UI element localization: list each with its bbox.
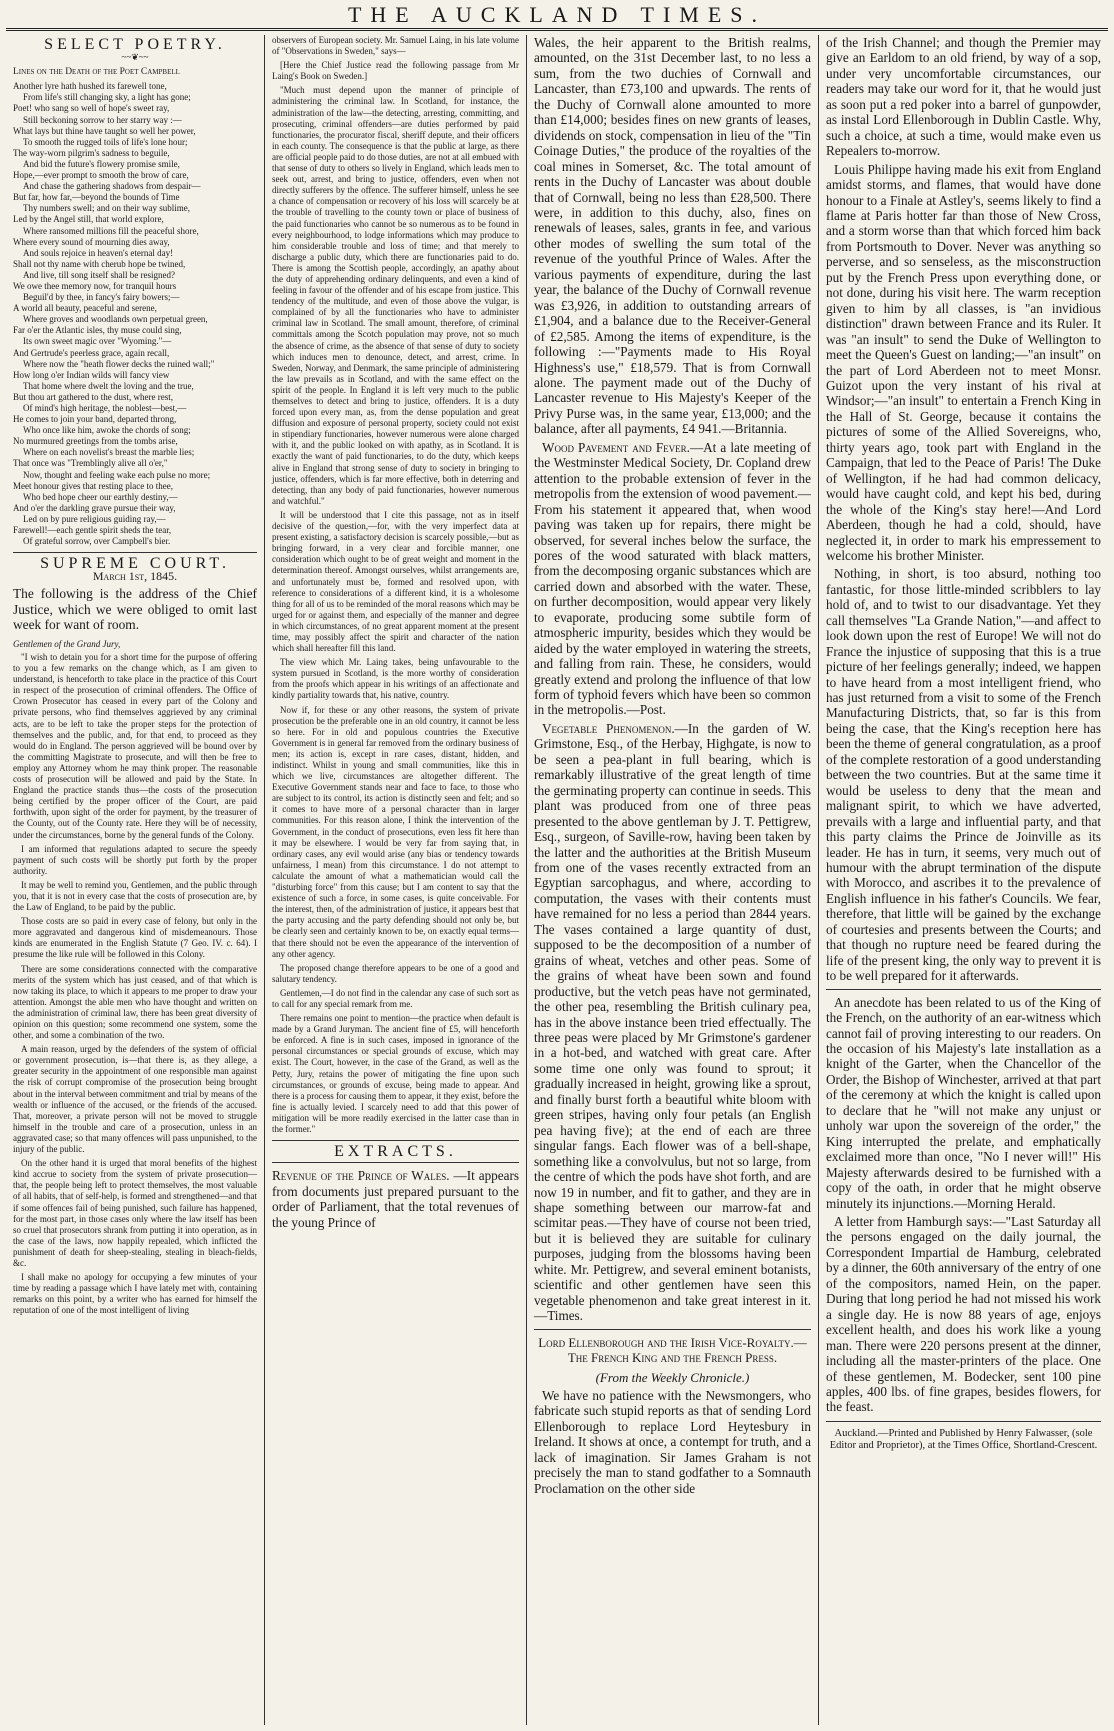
ornament-icon: ~~❦~~ xyxy=(121,52,149,63)
section-divider xyxy=(826,989,1101,990)
ellenborough-source: (From the Weekly Chronicle.) xyxy=(595,1369,750,1385)
extracts-heading: EXTRACTS. xyxy=(334,1143,457,1161)
article-paragraph: There are some considerations connected with the comparative merits of the system which has just ceased, and of that which is now taking its place, to which it appears to me proper to draw your attention. Amongst the able men who have thought and written on the administration of criminal law, there has been great diversity of opinion on this question; some recommend one system, some the other, and some a combination of the two. xyxy=(13,963,257,1041)
poem-line: Led by the Angel still, that world explore, xyxy=(13,214,164,225)
poem-line: Its own sweet magic over "Wyoming."— xyxy=(23,336,172,347)
nothing-paragraph: Nothing, in short, is too absurd, nothing too fantastic, for those little-minded scribblers to lay hold of, and to twist to our disadvantage. Yet they call themselves "La Grande Nation,"—and affect to look down upon the rest of Europe! We will not do France the injustice of supposing that this is a true picture of her feelings generally; indeed, we happen to have heard from a most intelligent friend, who has just returned from a visit to some of the French Manufacturing Districts, that, so far is this from being the case, that the King's reception here has been the theme of general congratulation, as a proof of the complete restoration of a good understanding between the two countries. But at the same time it would be useless to deny that the mean and malignant spirit, to which we have adverted, prevails with a large and influential party, and that this party claims the Prince de Joinville as its leader. He has in turn, it seems, very much out of humour with the abrupt termination of the dispute with Morocco, and ascribes it to the prevalence of English influence in his father's Councils. We fear, therefore, that little will be gained by the exchange of courtesies and presents between the Courts; and that though no rupture need be feared during the life of the present king, the only way to prevent it is to be well prepared for it afterwards. xyxy=(826,566,1101,984)
poem-line: Shall not thy name with cherub hope be twined, xyxy=(13,258,186,269)
poem-line: From life's still changing sky, a light has gone; xyxy=(23,92,191,103)
poem-line: And Gertrude's peerless grace, again recall, xyxy=(13,347,170,358)
article-paragraph: The proposed change therefore appears to be one of a good and salutary tendency. xyxy=(272,962,519,984)
poem-line: Where now the "heath flower decks the ruined wall;" xyxy=(23,358,215,369)
poem-line: Poet! who sang so well of hope's sweet ray, xyxy=(13,103,170,114)
poem-line: Led on by pure religious guiding ray,— xyxy=(23,513,166,524)
select-poetry-heading: SELECT POETRY. xyxy=(44,36,226,53)
prince-article xyxy=(272,1168,519,1230)
article-paragraph: It will be understood that I cite this passage, not as in itself decisive of the question,—for, with the very imperfect data at present existing, a satisfactory decision is scarcely possible,—but as bringing forward, in a very clear and forcible manner, one consideration which ought to be of great weight and moment in the determination thereof. Amongst ourselves, whilst arrangements are, and unfortunately must be, formed and resolved upon, with reference to considerations of a different kind, it is a wholesome thing for all of us to be reminded of the moral reasons which may be urged for or against them, and especially of the manner and degree in which circumstances, of no great apparent moment at the present time, may possibly affect the spirit and character of the nation which shall hereafter fill this land. xyxy=(272,509,519,654)
poem-line: Hope,—ever prompt to smooth the brow of care, xyxy=(13,170,189,181)
poem-line: The way-worn pilgrim's sadness to beguile, xyxy=(13,147,170,158)
ellenborough-continued: of the Irish Channel; and though the Premier may give an Earldom to an old friend, by way of a sop, under very uncomfortable circumstances, our readers may take our word for it, that he would just as soon put a red poker into a barrel of gunpowder, as instal Lord Ellenborough in Dublin Castle. Why, such a choice, at such a time, would make even us Repealers to-morrow. xyxy=(826,35,1101,159)
vegetable-text: —In the garden of W. Grimstone, Esq., of the Herbay, Highgate, is now to be seen a pea-plant in full bearing, which is remarkably illustrative of the great length of time the germinating property can continue in seeds. This plant was produced from one of three peas presented to the above gentleman by J. T. Pettigrew, Esq., surgeon, of Saville-row, having been taken by the latter and the authorities at the British Museum from one of the vases recently extracted from an Egyptian sarcophagus, and where, according to computation, the vases with their contents must have remained for no less a period than 2844 years. The vases contained a large quantity of dust, supposed to be the decomposition of a number of grains of wheat, vetches and other peas. Some of the grains of wheat have been sown and found productive, but the vetch peas have not germinated, the other pea, resembling the British culinary pea, has in the above instance been tried effectually. The three peas were placed by Mr Grimstone's gardener in a hot-bed, and watched with great care. After some time one only was found to sprout; it gradually increased in height, growing like a sprout, and finally burst forth a beautiful white bloom with green stripes, having only four petals (an English pea having five); at the end of each are three singular fangs. Each flower was of a bell-shape, something like a convolvulus, but not so large, from the centre of which the pods have shot forth, and are now 19 in number, and fit to gather, and they are in shape something between our marrow-fat and scimitar peas.—They have of course not been tried, but it is believed they are suitable for culinary purposes, judging from the blossoms having been white. Mr. Pettigrew, and several eminent botanists, scientific and other gentlemen have seen this vegetable phenomenon and take great interest in it.—Times. xyxy=(534,720,811,1324)
louis-philippe-paragraph: Louis Philippe having made his exit from England amidst storms, and flames, that would have done honour to a Finale at Astley's, seems likely to find a flame at Paris hotter far than those of New Cross, and a storm worse than that which forced him back from Portsmouth to Dover. Never was anything so perverse, and so senseless, as the misconstruction put by the French Press upon everything done, or not done, during his visit here. The warm reception given to him by all classes, is "an invidious distinction" drawn between France and its Ruler. It was "an insult" to send the Duke of Wellington to meet the Queen's Guest on landing;—"an insult" on the part of Lord Aberdeen not to meet Monsr. Guizot upon the very instant of his rival at Windsor;—"an insult" to entertain a French King in the Hall of St. George, because it contains the pictures of some of the Allied Sovereigns, who, thirty years ago, took part with England in the Campaign, that led to the Peace of Paris! The Duke of Wellington, if he had had common delicacy, would have caught cold, and kept his bed, during the whole of the King's stay here!—And Lord Aberdeen, though he had a cold, should, have neglected it, in order to mark his empressement to welcome his brother Minister. xyxy=(826,161,1101,563)
prince-text: —It appears from documents just prepared pursuant to the order of Parliament, that the total revenues of the young Prince of xyxy=(272,1168,520,1230)
vegetable-article xyxy=(534,721,811,1324)
poem-line: We owe thee memory now, for tranquil hours xyxy=(13,280,177,291)
article-paragraph: A main reason, urged by the defenders of the system of official or government prosecution, is—that there is, as they allege, a greater security in the appointment of one responsible man against the risk of corrupt compromise of the prosecution being brought about in the interval between commitment and trial by means of the wealth or influence of the accused, or the friends of the accused. That, moreover, a private person will not be moved to struggle himself in the trouble and care of a prosecution, unless in an aggravated case; so that many offences will pass unpunished, to the injury of the public. xyxy=(13,1044,257,1155)
poem-line: Of grateful sorrow, over Campbell's bier. xyxy=(23,536,171,547)
court-date: March 1st, 1845. xyxy=(92,569,178,584)
poem xyxy=(13,81,257,547)
poem-line: A world all beauty, peaceful and serene, xyxy=(13,303,157,314)
court-salutation: Gentlemen of the Grand Jury, xyxy=(13,638,121,649)
section-divider xyxy=(272,1162,519,1163)
section-divider xyxy=(13,552,257,553)
prince-continued: Wales, the heir apparent to the British realms, amounted, on the 31st December last, to no less a sum, from the two duchies of Cornwall and Lancaster, than £73,100 and upwards. The rents of the Duchy of Cornwall alone amounted to more than £14,000; besides fines on new grants of leases, dividends on stock, compensation in lieu of the "Tin Coinage Duties," the produce of the royalties of the coal mines in Somerset, &c. The total amount of rents in the Duchy of Lancaster was about double that of Cornwall, being no less than £28,500. There were, in addition to this duchy, also, fines on renewals of leases, sales, grants in fee, and various other modes of swelling the sum total of the revenue of the youthful Prince of Wales. After the various payments of expenditure, during the last year, the balance of the Duchy of Cornwall revenue was £3,926, in addition to outstanding arrears of £1,904, and a balance due to the Receiver-General of £2,585. Among the items of expenditure, is the following :—"Payments made to His Royal Highness's use," £18,579. That is from Cornwall alone. The payment made out of the Duchy of Lancaster revenue to His Majesty's Keeper of the Privy Purse was, in the same year, £13,000; and the balance, after all payments, £4 941.—Britannia. xyxy=(534,35,811,437)
court-lead: The following is the address of the Chief Justice, which we were obliged to omit last week for want of room. xyxy=(13,586,257,633)
article-paragraph: I am informed that regulations adapted to secure the speedy payment of such costs will be shortly put forth by the proper authority. xyxy=(13,843,257,876)
ellenborough-text: We have no patience with the Newsmongers, who fabricate such stupid reports as that of sending Lord Ellenborough to replace Lord Heytesbury in Ireland. It shows at once, a contempt for truth, and a lack of imagination. Sir James Graham is not precisely the man to stand godfather to a Somnauth Proclamation on the other side xyxy=(534,1387,811,1496)
article-paragraph: "Much must depend upon the manner of principle of administering the criminal law. In Scotland, for instance, the administration of the law—the detecting, arresting, committing, and prosecuting, criminal offenders—are duties performed by paid functionaries, the procurator fiscal, sheriff depute, and their officers in each county. The consequence is that the public at large, as there are official people paid to do those duties, are not at all embued with that sense of duty to others so lively in England, which leads men to seek out, arrest, and bring to justice, offenders, even when not directly sufferers by the offence. The sufferer himself, unless he see a chance of compensation or recovery of his loss will scarcely be at the trouble of travelling to the county town or place of business of the paid functionaries who cannot be so numerous as to be found in every neighbourhood, to lodge informations which may produce to him considerable trouble and loss of time; and that merely to discharge a public duty, which there are functionaries paid to do. There is among the Scottish people, accordingly, an apathy about the duty of apprehending ordinary delinquents, and even a kind of feeling in favour of the offender and of his escape from justice. This tendency of the multitude, and even of those above the vulgar, is complained of by all the functionaries who have to administer criminal law in Scotland. The small amount, therefore, of criminal committals among the Scotch population may prove, not so much the absence of crime, as the absence of that sense of duty to society which induces men to denounce, detect, and arrest, crime. In Sweden, Norway, and Denmark, the same principle of administering the law prevails as in Scotland, and with the same effect on the spirit of the people. In England it is left very much to the public themselves to detect and bring to justice, offenders. It is a duty forced upon every man, as, from the dense population and great diffusion and exposure of personal property, society could not exist in stipendiary functionaries, however numerous were alone charged with it, and the public looked on with apathy, as in Scotland. It is exactly the want of paid functionaries, to do the duty, which keeps alive in England that strong sense of duty to society in bringing to justice, offenders, which is far more effective, both in deterring and detecting, than any body of paid functionaries, however numerous and watchful." xyxy=(272,85,519,506)
column-4 xyxy=(818,35,1108,1725)
article-paragraph: There remains one point to mention—the practice when default is made by a Grand Juryman. The ancient fine of £5, will henceforth be enforced. A fine is in such cases, imposed in ignorance of the personal circumstances or special grounds of excuse, which may exist. The Court, however, in the case of the Grand, as well as the Petty, Jury, retains the power of mitigating the fine upon such circumstances, or grounds of excuse, being made to appear. And there is a process for causing them to appear, it they exist, before the fine is actually levied. I scarcely need to add that this power of mitigation will be more readily exercised in the latter case than in the former." xyxy=(272,1013,519,1134)
masthead-rule xyxy=(6,28,1108,31)
wood-heading: Wood Pavement and Fever. xyxy=(542,439,690,455)
vegetable-heading: Vegetable Phenomenon. xyxy=(542,720,675,736)
poem-line: To smooth the rugged toils of life's lone hour; xyxy=(23,136,188,147)
poem-line: No murmured greetings from the tombs arise, xyxy=(13,436,178,447)
poem-line: Who once like him, awoke the chords of song; xyxy=(23,425,191,436)
prince-heading: Revenue of the Prince of Wales. xyxy=(272,1168,450,1184)
article-paragraph: The view which Mr. Laing takes, being unfavourable to the system pursued in Scotland, is the more worthy of consideration from the proofs which appear in his writings of an affectionate and kindly partiality towards that, his native, country. xyxy=(272,657,519,701)
columns xyxy=(6,35,1108,1725)
wood-article xyxy=(534,440,811,718)
anecdote-paragraph: An anecdote has been related to us of the King of the French, on the authority of an ear-witness which cannot fail of proving interesting to our readers. On the occasion of his Majesty's late installation as a knight of the Garter, when the Chancellor of the Order, the Bishop of Winchester, arrived at that part of the ceremony at which the knight is called upon to declare that he "will not make any unjust or unholy war upon the sovereign of the order," the King interrupted the prelate, and emphatically exclaimed more than once, "No I never will!" His Majesty afterwards desired to be furnished with a copy of the oath, in order that he might observe minutely its injunctions.—Morning Herald. xyxy=(826,994,1101,1211)
section-divider xyxy=(272,1140,519,1141)
poem-line: And o'er the darkling grave pursue their way, xyxy=(13,502,176,513)
poem-line: And chase the gathering shadows from despair— xyxy=(23,181,201,192)
poem-line: And live, till song itself shall be resigned? xyxy=(23,269,175,280)
article-paragraph: Gentlemen,—I do not find in the calendar any case of such sort as to call for any special remark from me. xyxy=(272,987,519,1009)
column-2 xyxy=(264,35,526,1725)
section-divider xyxy=(534,1329,811,1330)
poem-line: Far o'er the Atlantic isles, thy muse could sing, xyxy=(13,325,182,336)
poem-line: Still beckoning sorrow to her starry way :— xyxy=(23,114,182,125)
column-1 xyxy=(6,35,264,1725)
poem-line: Another lyre hath hushed its farewell tone, xyxy=(13,81,167,92)
article-paragraph: On the other hand it is urged that moral benefits of the highest kind accrue to society from the system of private prosecution—that, the people being left to protect themselves, the most valuable of all habits, that of self-help, is formed and strengthened—and that if some offences fail of being punished, such failure has happened, for the most part, in those cases only where the law itself has been so cruel that prosecutors shrank from putting it into operation, as in the case of the laws, now happily repealed, which inflicted the punishment of death for sheep-stealing, stealing in bleach-fields, &c. xyxy=(13,1158,257,1268)
poem-line: Farewell!—each gentle spirit sheds the tear, xyxy=(13,525,172,536)
article-paragraph: It may be well to remind you, Gentlemen, and the public through you, that it is not in every case that the costs of prosecution are, by the Law of England, to be paid by the public. xyxy=(13,879,257,913)
printer-imprint: Auckland.—Printed and Published by Henry Falwasser, (sole Editor and Proprietor), at the Times Office, Shortland-Crescent. xyxy=(826,1421,1101,1453)
poem-line: Where ransomed millions fill the peaceful shore, xyxy=(23,225,199,236)
poem-line: And souls rejoice in heaven's eternal day! xyxy=(23,247,174,258)
article-paragraph: observers of European society. Mr. Samuel Laing, in his late volume of "Observations in Sweden," says— xyxy=(272,35,519,57)
poem-line: And bid the future's flowery promise smile, xyxy=(23,158,180,169)
poem-line: Beguil'd by thee, in fancy's fairy bowers;— xyxy=(23,292,180,303)
poem-line: That once was "Tremblingly alive all o'er," xyxy=(13,458,168,469)
supreme-court-heading: SUPREME COURT. xyxy=(40,555,230,573)
poem-line: But far, how far,—beyond the bounds of Time xyxy=(13,192,180,203)
poem-line: But thou art gathered to the dust, where rest, xyxy=(13,391,173,402)
hamburgh-paragraph: A letter from Hamburgh says:—"Last Saturday all the persons engaged on the daily journal, the Correspondent Impartial de Hamburg, celebrated by a dinner, the 60th anniversary of the entry of one of the compositors, named Hein, on the paper. During that long period he had not missed his work a single day. He is now 88 years of age, enjoys excellent health, and does his work like a young man. There were 220 persons present at the dinner, including all the master-printers of the place. One of these gentlemen, M. Bodecker, sent 100 pine apples, 400 lbs. of fine grapes, besides flowers, for the feast. xyxy=(826,1213,1101,1415)
poem-title: Lines on the Death of the Poet Campbell xyxy=(13,67,180,78)
poem-line: Where every sound of mourning dies away, xyxy=(13,236,170,247)
poem-line: What lays but thine have taught so well her power, xyxy=(13,125,196,136)
poem-line: Who bed hope cheer our earthly destiny,— xyxy=(23,491,178,502)
article-paragraph: I shall make no apology for occupying a few minutes of your time by reading a passage which I have lately met with, containing remarks on this point, by a writer who has earned for himself the reputation of one of the most intelligent of living xyxy=(13,1272,257,1316)
article-paragraph: Now if, for these or any other reasons, the system of private prosecution be the preferable one in an old country, it cannot be less so here. For in old and populous countries the Executive Government is in general far removed from the ordinary business of men; its action is, except in rare cases, distant, hidden, and indistinct. Whilst in young and small communities, like this in which we live, circumstances are altogether different. The Executive Government stands near and face to face, to those who are subject to its control, its action is distinctly seen and felt; and so it comes to have more of a personal character than in larger communities. For this reason alone, I think the intervention of the Government, in the conduct of prosecutions, even less fit here than it may be elsewhere. I would be very far from saying that, in ordinary cases, any evil would arise (any bias or tendency towards unfairness, I mean) from this circumstance. I do not attempt to calculate the amount of what a mathematician would call the "disturbing force" from this cause; but I am content to say that the existence of such a force, in some cases, is quite conceivable. For the interest, then, of the administration of justice, it appears best that the party accusing and the party defending should not only be, but be clearly seen and certainly known to be, on exactly equal terms—that there should not be even the appearance of the intervention of any other agency. xyxy=(272,704,519,959)
poem-line: Thy numbers swell; and on their way sublime, xyxy=(23,203,190,214)
column-3 xyxy=(526,35,818,1725)
poem-line: Of mind's high heritage, the noblest—best,— xyxy=(23,403,187,413)
poem-line: Meet honour gives that resting place to thee, xyxy=(13,480,173,491)
poem-line: Where groves and woodlands own perpetual green, xyxy=(23,314,208,325)
poem-line: How long o'er Indian wilds will fancy view xyxy=(13,369,170,380)
article-paragraph: [Here the Chief Justice read the following passage from Mr Laing's Book on Sweden.] xyxy=(272,60,519,82)
poem-line: Now, thought and feeling wake each pulse no more; xyxy=(23,469,211,480)
poem-line: That home where dwelt the loving and the true, xyxy=(23,380,194,391)
article-paragraph: "I wish to detain you for a short time for the purpose of offering to you a few remarks on the change which, as I am given to understand, is henceforth to take place in the practice of this Court in respect of the prosecution of criminal offenders. The Office of Crown Prosecutor has ceased in every part of the Colony and private persons, who find themselves aggrieved by any criminal acts, are to be left to take the proper steps for the protection of themselves and the public, and, for that end, to proceed as they would do in England. The person aggrieved will be bound over by the committing Magistrate to prosecute, and will then be free to employ any Attorney whom he may think proper. The reasonable costs of prosecution will be allowed and paid by the State. In England the practice stands thus—the costs of the prosecution being certified by the proper officer of the Court, are paid forthwith, upon sight of the order for payment, by the treasurer of the County, out of the County rate. Here they will be of necessity, under the circumstances, borne by the general funds of the Colony. xyxy=(13,652,257,840)
poem-line: Where on each novelist's breast the marble lies; xyxy=(23,447,195,458)
article-paragraph: Those costs are so paid in every case of felony, but only in the more aggravated and dangerous kind of misdemeanours. Those kinds are enumerated in the English Statute (7 Geo. IV. c. 64). I presume the like rule will be followed in this Colony. xyxy=(13,916,257,960)
wood-text: —At a late meeting of the Westminster Medical Society, Dr. Copland drew attention to the probable extension of fever in the metropolis from the extension of wood pavement.—From his statement it appeared that, when wood paving was taken up for repairs, there might be observed, for several inches below the surface, the pores of the wood saturated with black matters, from the decomposing organic substances which are carried down and absorbed with the water. These, on further decomposition, would appear very likely to evaporate, producing some subtile form of atmospheric impurity, besides which they would be aided by the water employed in watering the streets, and falling from rain. These, he considers, would greatly extend and prolong the influence of that low form of typhoid fevers which have been so common in the metropolis.—Post. xyxy=(534,439,811,718)
ellenborough-heading: Lord Ellenborough and the Irish Vice-Royalty.—The French King and the French Press. xyxy=(538,1334,807,1366)
poem-line: He comes to join your band, departed throng, xyxy=(13,414,177,425)
masthead: THE AUCKLAND TIMES. xyxy=(347,2,767,27)
